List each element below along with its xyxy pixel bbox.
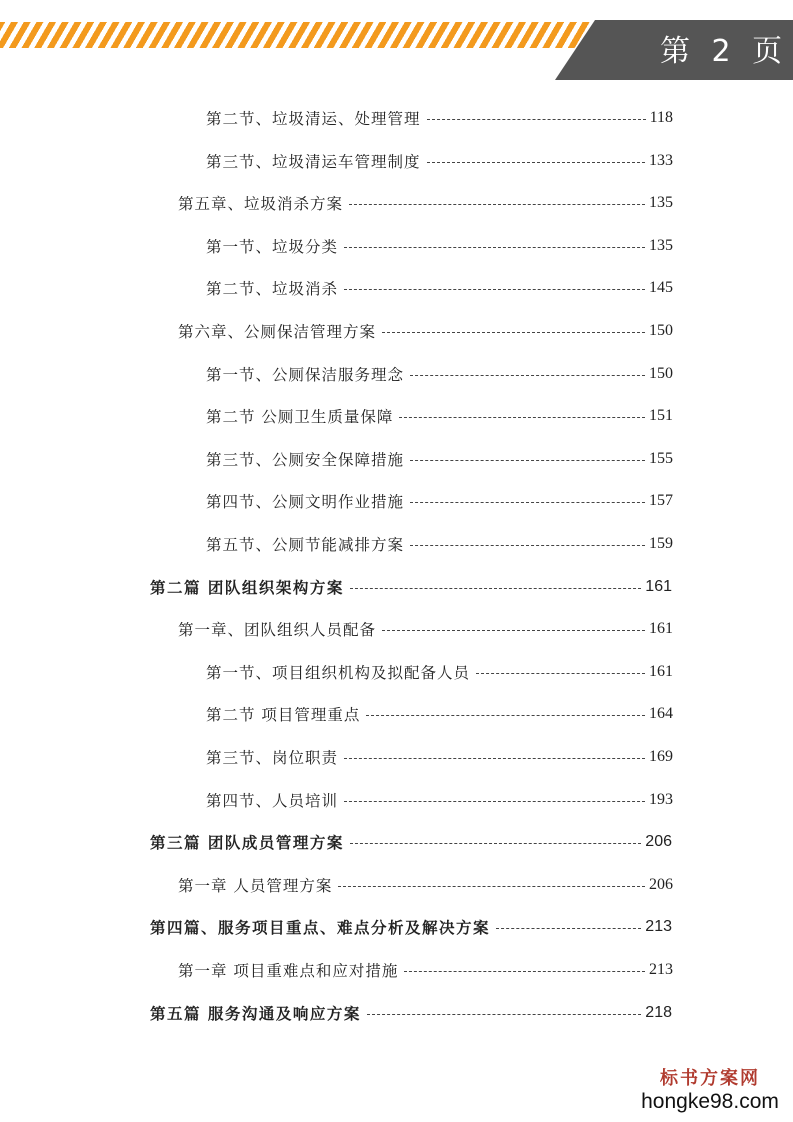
toc-entry-page: 150 bbox=[649, 365, 673, 382]
toc-dot-leader bbox=[399, 417, 645, 418]
toc-entry bbox=[206, 403, 673, 429]
toc-entry bbox=[206, 275, 673, 301]
toc-entry bbox=[150, 829, 672, 855]
toc-dot-leader bbox=[366, 715, 645, 716]
toc-dot-leader bbox=[410, 545, 645, 546]
toc-entry-page: 206 bbox=[649, 876, 673, 893]
toc-entry-title: 第二节 公厕卫生质量保障 bbox=[206, 408, 394, 426]
toc-dot-leader bbox=[476, 673, 645, 674]
toc-entry-title: 第一节、公厕保洁服务理念 bbox=[206, 366, 405, 384]
toc-dot-leader bbox=[410, 502, 645, 503]
toc-entry bbox=[206, 233, 673, 259]
toc-entry-title: 第一节、垃圾分类 bbox=[206, 238, 339, 256]
toc-entry-title: 第四篇、服务项目重点、难点分析及解决方案 bbox=[150, 919, 491, 937]
toc-dot-leader bbox=[427, 162, 645, 163]
toc-dot-leader bbox=[344, 289, 645, 290]
toc-entry-title: 第四节、人员培训 bbox=[206, 792, 339, 810]
toc-entry bbox=[206, 148, 673, 174]
toc-entry-title: 第三节、公厕安全保障措施 bbox=[206, 451, 405, 469]
toc-entry-title: 第二节 项目管理重点 bbox=[206, 706, 361, 724]
toc-entry bbox=[206, 105, 673, 131]
toc-entry-title: 第一章 项目重难点和应对措施 bbox=[178, 962, 399, 980]
toc-dot-leader bbox=[404, 971, 645, 972]
toc-entry-page: 159 bbox=[649, 535, 673, 552]
toc-entry-page: 133 bbox=[649, 152, 673, 169]
toc-entry-title: 第六章、公厕保洁管理方案 bbox=[178, 323, 377, 341]
toc-dot-leader bbox=[349, 204, 645, 205]
toc-entry-title: 第一节、项目组织机构及拟配备人员 bbox=[206, 664, 471, 682]
toc-dot-leader bbox=[382, 630, 645, 631]
toc-entry bbox=[206, 488, 673, 514]
toc-entry-page: 193 bbox=[649, 791, 673, 808]
toc-entry-page: 218 bbox=[645, 1004, 672, 1021]
toc-entry bbox=[178, 872, 673, 898]
toc-entry-title: 第四节、公厕文明作业措施 bbox=[206, 493, 405, 511]
toc-entry bbox=[178, 957, 673, 983]
toc-entry-page: 135 bbox=[649, 194, 673, 211]
toc-entry bbox=[178, 318, 673, 344]
toc-entry-page: 157 bbox=[649, 492, 673, 509]
toc-entry-page: 164 bbox=[649, 705, 673, 722]
toc-dot-leader bbox=[382, 332, 645, 333]
toc-entry-title: 第五章、垃圾消杀方案 bbox=[178, 195, 344, 213]
toc-entry-title: 第五节、公厕节能减排方案 bbox=[206, 536, 405, 554]
toc-entry bbox=[150, 1000, 672, 1026]
toc-entry-title: 第三节、垃圾清运车管理制度 bbox=[206, 153, 421, 171]
toc-entry-page: 206 bbox=[645, 833, 672, 850]
toc-entry-title: 第二节、垃圾清运、处理管理 bbox=[206, 110, 421, 128]
toc-dot-leader bbox=[367, 1014, 641, 1015]
toc-entry bbox=[206, 701, 673, 727]
toc-dot-leader bbox=[338, 886, 645, 887]
toc-dot-leader bbox=[344, 758, 645, 759]
page-header bbox=[0, 0, 793, 82]
toc-dot-leader bbox=[427, 119, 646, 120]
toc-entry-title: 第五篇 服务沟通及响应方案 bbox=[150, 1005, 361, 1023]
toc-entry bbox=[206, 659, 673, 685]
toc-entry-page: 161 bbox=[649, 663, 673, 680]
toc-entry bbox=[206, 446, 673, 472]
toc-entry-title: 第一章、团队组织人员配备 bbox=[178, 621, 377, 639]
toc-entry-page: 161 bbox=[645, 578, 672, 595]
toc-entry-title: 第二节、垃圾消杀 bbox=[206, 280, 339, 298]
watermark-url: hongke98.com bbox=[641, 1090, 779, 1113]
toc-dot-leader bbox=[350, 588, 641, 589]
toc-entry-page: 145 bbox=[649, 279, 673, 296]
toc-entry-page: 118 bbox=[649, 109, 673, 126]
toc-entry bbox=[206, 787, 673, 813]
toc-dot-leader bbox=[410, 375, 645, 376]
toc-entry bbox=[178, 190, 673, 216]
toc-dot-leader bbox=[344, 801, 645, 802]
toc-entry-title: 第二篇 团队组织架构方案 bbox=[150, 579, 344, 597]
watermark bbox=[630, 1068, 790, 1114]
toc-dot-leader bbox=[410, 460, 645, 461]
toc-entry-title: 第三篇 团队成员管理方案 bbox=[150, 834, 344, 852]
toc-entry bbox=[206, 744, 673, 770]
toc-entry bbox=[206, 531, 673, 557]
toc-entry-title: 第三节、岗位职责 bbox=[206, 749, 339, 767]
watermark-name: 标书方案网 bbox=[660, 1068, 760, 1089]
decorative-stripes bbox=[0, 22, 600, 48]
toc-entry bbox=[178, 616, 673, 642]
page-number-label: 第 2 页 bbox=[660, 34, 789, 69]
toc-entry-page: 150 bbox=[649, 322, 673, 339]
toc-entry bbox=[150, 574, 672, 600]
toc-entry-page: 135 bbox=[649, 237, 673, 254]
toc-entry bbox=[206, 361, 673, 387]
toc-entry-page: 155 bbox=[649, 450, 673, 467]
toc-entry-page: 161 bbox=[649, 620, 673, 637]
toc-dot-leader bbox=[344, 247, 645, 248]
toc-entry-title: 第一章 人员管理方案 bbox=[178, 877, 333, 895]
toc-entry-page: 213 bbox=[649, 961, 673, 978]
toc-entry-page: 169 bbox=[649, 748, 673, 765]
toc-entry-page: 213 bbox=[645, 918, 672, 935]
toc-entry bbox=[150, 914, 672, 940]
toc-dot-leader bbox=[350, 843, 641, 844]
toc-entry-page: 151 bbox=[649, 407, 673, 424]
toc-dot-leader bbox=[496, 928, 641, 929]
